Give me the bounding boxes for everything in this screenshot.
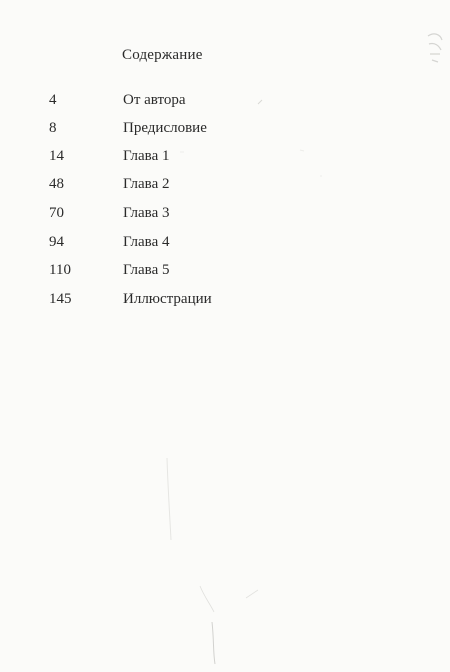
toc-page-number: 4 <box>49 92 57 108</box>
toc-entry-title: Глава 4 <box>123 234 170 250</box>
toc-page-number: 110 <box>49 262 71 278</box>
toc-entry-title: От автора <box>123 92 186 108</box>
toc-entry-title: Глава 3 <box>123 205 170 221</box>
toc-entry-title: Глава 2 <box>123 176 170 192</box>
toc-entry-title: Предисловие <box>123 120 207 136</box>
toc-page-number: 70 <box>49 205 64 221</box>
toc-entry-title: Иллюстрации <box>123 291 212 307</box>
toc-page-number: 48 <box>49 176 64 192</box>
page-title: Содержание <box>122 47 203 63</box>
toc-entry-title: Глава 1 <box>123 148 170 164</box>
toc-page-number: 14 <box>49 148 64 164</box>
toc-page-number: 8 <box>49 120 57 136</box>
toc-page-number: 94 <box>49 234 64 250</box>
toc-page-number: 145 <box>49 291 72 307</box>
toc-entry-title: Глава 5 <box>123 262 170 278</box>
